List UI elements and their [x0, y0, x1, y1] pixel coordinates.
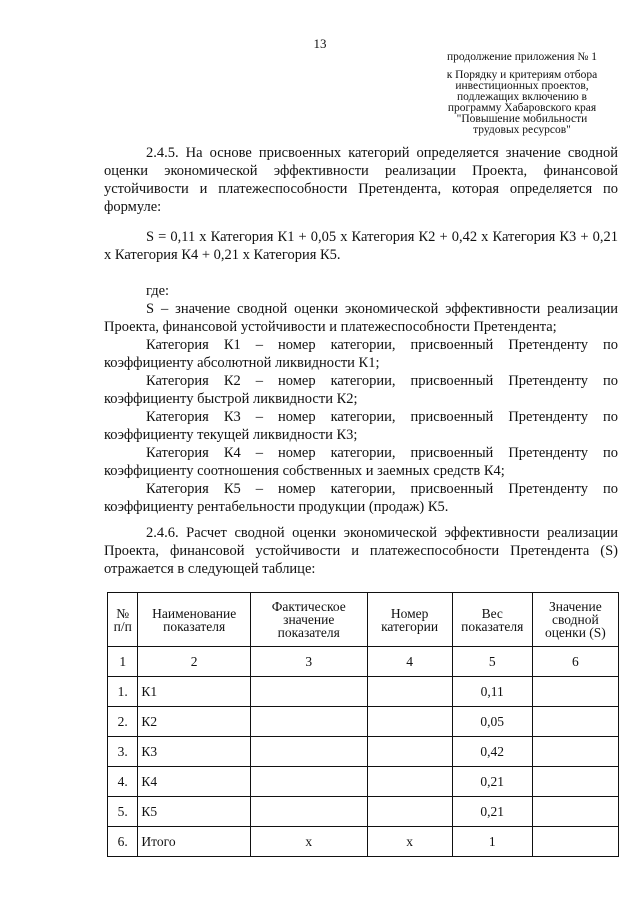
definition-item: Категория К5 – номер категории, присвоенный Претенденту по коэффициенту рентабельности продукции (продаж) К5. — [104, 481, 618, 515]
table-row — [108, 737, 619, 767]
cell-weight: 0,42 — [452, 737, 532, 767]
cell-name: К1 — [138, 677, 251, 707]
cell-index: 5. — [108, 797, 138, 827]
section-2-4-5-text: 2.4.5. На основе присвоенных категорий определяется значение сводной оценки экономической эффективности реализации Проекта, финансовой устойчивости и платежеспособности Претендента, которая определяется по формуле: — [104, 145, 618, 215]
table-row — [108, 677, 619, 707]
cell-category — [367, 797, 452, 827]
definition-item: Категория К3 – номер категории, присвоенный Претенденту по коэффициенту текущей ликвидности К3; — [104, 409, 618, 443]
cell-name: Итого — [138, 827, 251, 857]
cell-score — [532, 827, 618, 857]
column-number: 3 — [250, 647, 367, 677]
appendix-line: программу Хабаровского края — [447, 102, 597, 114]
cell-index: 2. — [108, 707, 138, 737]
cell-weight: 0,21 — [452, 797, 532, 827]
cell-actual-value — [250, 767, 367, 797]
cell-weight: 0,11 — [452, 677, 532, 707]
table-row-total — [108, 827, 619, 857]
cell-category — [367, 737, 452, 767]
cell-weight: 0,21 — [452, 767, 532, 797]
cell-score — [532, 737, 618, 767]
cell-category — [367, 707, 452, 737]
appendix-line: подлежащих включению в — [457, 91, 587, 103]
cell-name: К2 — [138, 707, 251, 737]
cell-score — [532, 797, 618, 827]
cell-score — [532, 677, 618, 707]
appendix-line: "Повышение мобильности — [456, 113, 588, 125]
cell-weight: 1 — [452, 827, 532, 857]
cell-actual-value — [250, 677, 367, 707]
section-2-4-6-text: 2.4.6. Расчет сводной оценки экономической эффективности реализации Проекта, финансовой устойчивости и платежеспособности Претендента (S) отражается в следующей таблице: — [104, 525, 618, 577]
cell-index: 1. — [108, 677, 138, 707]
where-label: где: — [146, 283, 170, 299]
definition-item: Категория К4 – номер категории, присвоенный Претенденту по коэффициенту соотношения собственных и заемных средств К4; — [104, 445, 618, 479]
cell-category: х — [367, 827, 452, 857]
header-cell: № п/п — [108, 593, 138, 647]
cell-index: 6. — [108, 827, 138, 857]
cell-name: К5 — [138, 797, 251, 827]
table-header-row — [108, 593, 619, 647]
table-row — [108, 707, 619, 737]
cell-index: 4. — [108, 767, 138, 797]
cell-score — [532, 767, 618, 797]
appendix-continuation: продолжение приложения № 1 — [447, 51, 597, 63]
section-2-4-6 — [104, 524, 618, 578]
cell-actual-value: х — [250, 827, 367, 857]
cell-name: К4 — [138, 767, 251, 797]
cell-score — [532, 707, 618, 737]
definitions-block — [104, 282, 618, 516]
column-number: 2 — [138, 647, 251, 677]
definition-item: Категория К2 – номер категории, присвоенный Претенденту по коэффициенту быстрой ликвидности К2; — [104, 373, 618, 407]
header-cell: Фактическое значение показателя — [250, 593, 367, 647]
cell-actual-value — [250, 797, 367, 827]
column-number: 4 — [367, 647, 452, 677]
column-number: 6 — [532, 647, 618, 677]
header-cell: Наименование показателя — [138, 593, 251, 647]
cell-actual-value — [250, 737, 367, 767]
appendix-line: к Порядку и критериям отбора — [446, 69, 598, 81]
column-number-row — [108, 647, 619, 677]
column-number: 5 — [452, 647, 532, 677]
section-2-4-5 — [104, 144, 618, 216]
appendix-line: инвестиционных проектов, — [455, 80, 589, 92]
header-cell: Номер категории — [367, 593, 452, 647]
summary-score-table — [107, 592, 619, 857]
formula-block — [104, 228, 618, 264]
cell-name: К3 — [138, 737, 251, 767]
table-row — [108, 797, 619, 827]
definition-item: Категория К1 – номер категории, присвоенный Претенденту по коэффициенту абсолютной ликвидности К1; — [104, 337, 618, 371]
header-cell: Вес показателя — [452, 593, 532, 647]
header-cell: Значение сводной оценки (S) — [532, 593, 618, 647]
cell-category — [367, 767, 452, 797]
cell-index: 3. — [108, 737, 138, 767]
appendix-line: трудовых ресурсов" — [473, 124, 571, 136]
page-number: 13 — [313, 36, 327, 51]
definition-item: S – значение сводной оценки экономической эффективности реализации Проекта, финансовой устойчивости и платежеспособности Претендента; — [104, 301, 618, 335]
formula-text: S = 0,11 х Категория К1 + 0,05 х Категория К2 + 0,42 х Категория К3 + 0,21 х Категория К4 + 0,21 х Категория К5. — [104, 229, 618, 263]
table-row — [108, 767, 619, 797]
cell-weight: 0,05 — [452, 707, 532, 737]
column-number: 1 — [108, 647, 138, 677]
cell-category — [367, 677, 452, 707]
appendix-reference — [424, 52, 620, 136]
cell-actual-value — [250, 707, 367, 737]
